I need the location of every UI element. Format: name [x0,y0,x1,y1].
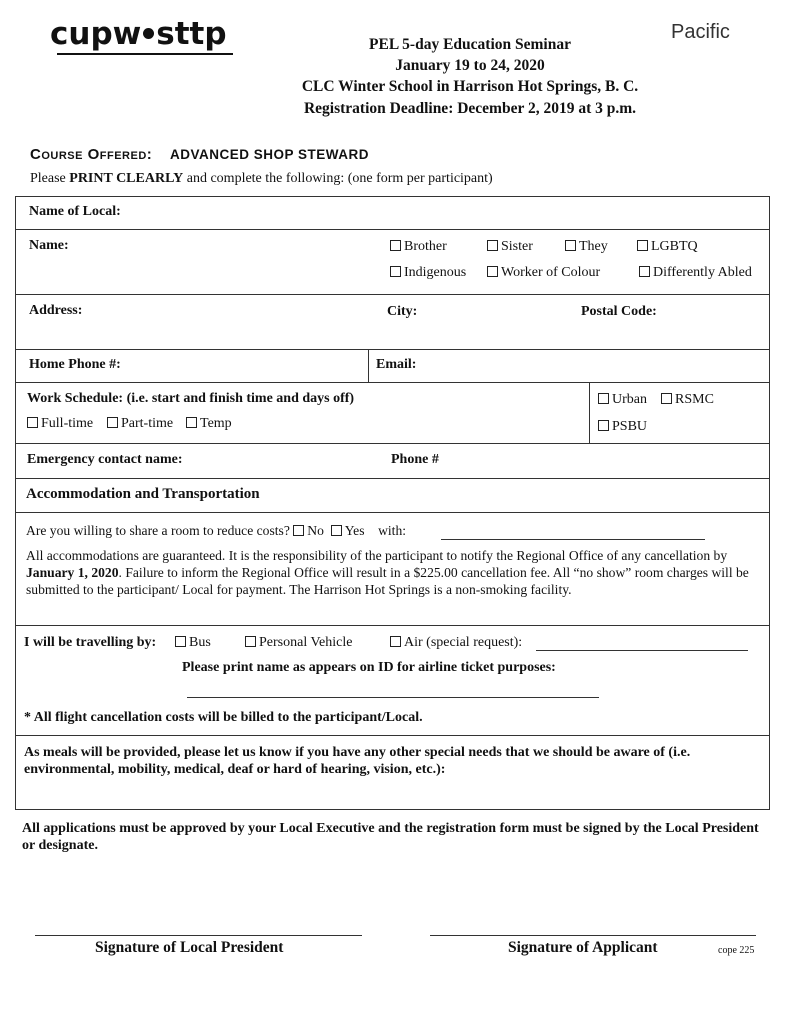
divider [15,229,770,230]
option-label: Bus [189,635,211,650]
emergency-contact-label: Emergency contact name: [27,452,183,467]
travel-label: I will be travelling by: [24,635,157,650]
id-name-field[interactable] [187,697,599,698]
checkbox-icon [27,417,38,428]
region-label: Pacific [671,21,730,43]
divider [15,443,770,444]
option-label: PSBU [612,419,648,434]
checkbox-urban[interactable] [598,392,647,408]
checkbox-icon [598,393,609,404]
course-offered [30,146,369,163]
accommodation-policy [26,547,756,598]
checkbox-sister[interactable] [487,239,533,255]
checkbox-icon [487,240,498,251]
checkbox-share-no[interactable] [293,523,324,538]
divider [15,625,770,626]
divider [15,478,770,479]
checkbox-icon [598,420,609,431]
logo-right-text: sttp [156,16,227,52]
policy-text-2: . Failure to inform the Regional Office will result in a $225.00 cancellation fee. All “no show” room charges will be submitted to the participant/ Local for payment. The Harrison Hot Springs is a non-smoking facility. [26,565,749,597]
approval-note: All applications must be approved by your Local Executive and the registration form must be signed by the Local President or designate. [22,821,759,853]
logo-left-text: cupw [50,16,142,52]
checkbox-icon [107,417,118,428]
checkbox-brother[interactable] [390,239,447,255]
checkbox-lgbtq[interactable] [637,239,698,255]
instructions-emphasis: PRINT CLEARLY [69,171,184,186]
instructions-pre: Please [30,171,70,186]
special-needs-field[interactable] [20,780,765,806]
accommodation-heading: Accommodation and Transportation [26,486,260,502]
divider [15,735,770,736]
logo-underline [57,53,233,55]
logo-dot-icon [143,28,154,39]
option-label: Temp [200,416,232,431]
option-label: Worker of Colour [501,265,601,280]
emergency-phone-field[interactable] [450,447,765,474]
checkbox-bus[interactable] [175,635,211,651]
checkbox-temp[interactable] [186,416,232,432]
work-schedule-label: Work Schedule: (i.e. start and finish time and days off) [27,391,355,406]
checkbox-icon [293,525,304,536]
divider [15,382,770,383]
checkbox-icon [331,525,342,536]
option-label: Yes [344,523,365,538]
divider [589,382,590,443]
checkbox-icon [390,266,401,277]
checkbox-share-yes[interactable] [331,523,365,538]
checkbox-part-time[interactable] [107,416,173,432]
checkbox-icon [487,266,498,277]
policy-text-1: All accommodations are guaranteed. It is the responsibility of the participant to notify the Regional Office of any cancellation by [26,548,728,563]
emergency-contact-field[interactable] [205,447,385,474]
option-label: Air (special request): [404,635,523,650]
option-label: Sister [501,239,533,254]
applicant-signature-label: Signature of Applicant [508,939,658,956]
email-field[interactable] [425,352,765,379]
checkbox-rsmc[interactable] [661,392,714,408]
divider [368,349,369,382]
checkbox-worker-of-colour[interactable] [487,265,600,281]
checkbox-differently-abled[interactable] [639,265,752,281]
city-field[interactable] [422,299,572,343]
option-label: Full-time [41,416,94,431]
special-needs-question: As meals will be provided, please let us know if you have any other special needs that we should be aware of (i.e. environmental, mobility, medical, deaf or hard of hearing, vision, etc.): [24,745,691,777]
option-label: RSMC [675,392,714,407]
applicant-signature-line[interactable] [430,935,756,936]
president-signature-label: Signature of Local President [95,939,284,956]
instructions-post: and complete the following: (one form per participant) [183,171,493,186]
option-label: Personal Vehicle [259,635,353,650]
seminar-title: PEL 5-day Education Seminar [369,36,571,53]
address-label: Address: [29,303,83,318]
checkbox-icon [565,240,576,251]
option-label: Indigenous [404,265,467,280]
option-label: LGBTQ [651,239,698,254]
option-label: Brother [404,239,447,254]
checkbox-indigenous[interactable] [390,265,466,281]
divider [15,294,770,295]
checkbox-air[interactable] [390,635,522,651]
option-label: They [579,239,608,254]
home-phone-field[interactable] [135,352,363,379]
president-signature-line[interactable] [35,935,362,936]
email-label: Email: [376,357,417,372]
flight-cancellation-note: * All flight cancellation costs will be billed to the participant/Local. [24,710,423,725]
checkbox-icon [637,240,648,251]
checkbox-icon [390,240,401,251]
registration-deadline: Registration Deadline: December 2, 2019 at 3 p.m. [303,100,637,117]
option-label: No [307,523,324,538]
form-code: cope 225 [718,945,755,956]
checkbox-icon [245,636,256,647]
divider [15,512,770,513]
checkbox-psbu[interactable] [598,419,647,435]
share-with-label: with: [378,523,407,538]
option-label: Part-time [121,416,174,431]
id-name-note: Please print name as appears on ID for airline ticket purposes: [182,660,556,675]
option-label: Urban [612,392,647,407]
course-value: ADVANCED SHOP STEWARD [170,147,370,162]
course-label: Course Offered: [30,146,153,163]
policy-date: January 1, 2020 [26,565,119,580]
checkbox-icon [661,393,672,404]
name-of-local-label: Name of Local: [29,204,121,219]
seminar-dates: January 19 to 24, 2020 [395,57,545,74]
checkbox-icon [175,636,186,647]
name-field[interactable] [80,233,380,289]
form-instructions [30,171,493,187]
city-label: City: [387,304,418,319]
checkbox-they[interactable] [565,239,608,255]
checkbox-icon [390,636,401,647]
share-with-field[interactable] [441,539,705,540]
postal-code-label: Postal Code: [581,304,657,319]
option-label: Differently Abled [653,265,752,280]
union-logo [50,14,227,54]
air-request-field[interactable] [536,650,748,651]
checkbox-icon [186,417,197,428]
postal-code-field[interactable] [670,299,765,343]
name-label: Name: [29,238,69,253]
divider [15,349,770,350]
share-room-label: Are you willing to share a room to reduce costs? [26,523,290,538]
emergency-phone-label: Phone # [391,452,439,467]
name-of-local-field[interactable] [140,200,760,226]
seminar-venue: CLC Winter School in Harrison Hot Springs, B. C. [301,78,639,95]
checkbox-personal-vehicle[interactable] [245,635,352,651]
home-phone-label: Home Phone #: [29,357,121,372]
checkbox-icon [639,266,650,277]
share-room-question [26,523,406,539]
address-field[interactable] [95,299,375,343]
checkbox-full-time[interactable] [27,416,93,432]
